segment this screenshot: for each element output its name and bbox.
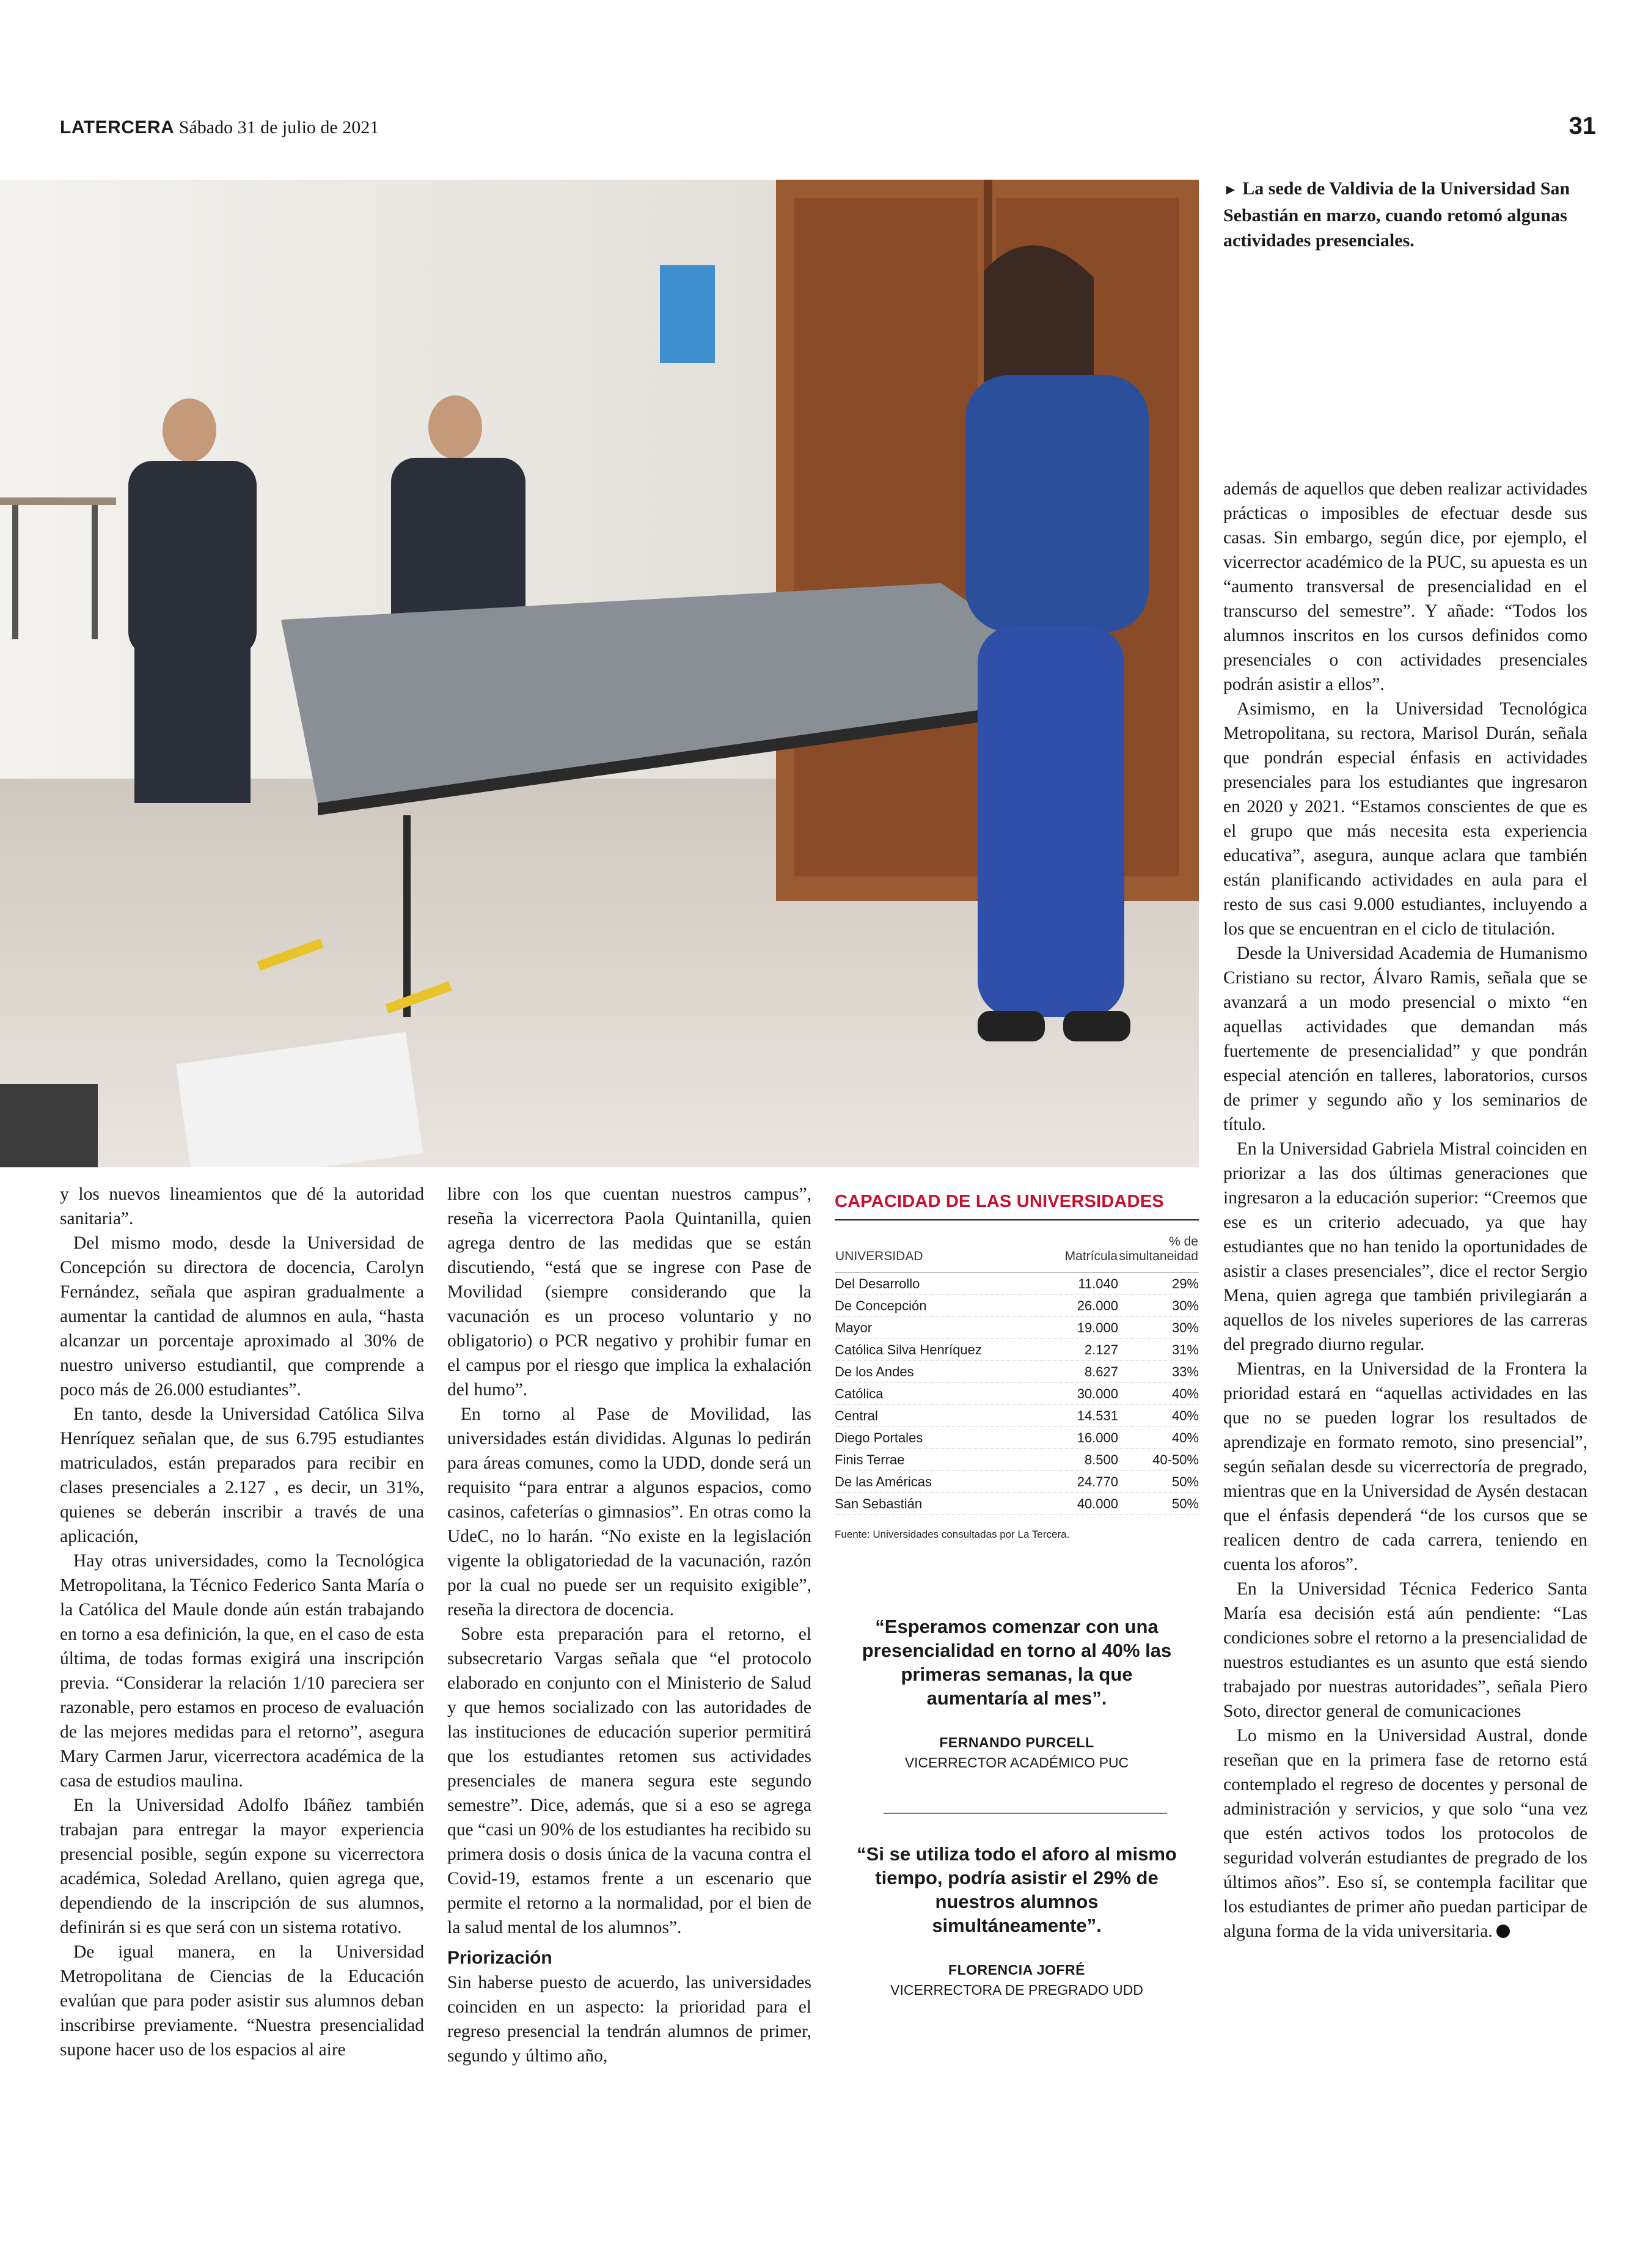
cell-enrollment: 19.000 <box>1042 1317 1118 1339</box>
article-column-4 <box>1223 477 1587 1943</box>
cell-university: De las Américas <box>835 1471 1042 1493</box>
paragraph: Hay otras universidades, como la Tecnológica Metropolitana, la Técnico Federico Santa María o la Católica del Maule donde aún están trabajando en torno a esa definición, la que, en el caso de esta última, de todas formas exigirá una inscripción previa. “Considerar la relación 1/10 pareciera ser razonable, pero estamos en proceso de evaluación de las mejores medidas para el retorno”, asegura Mary Carmen Jarur, vicerrectora académica de la casa de estudios maulina. <box>60 1551 424 1791</box>
pull-quote-1 <box>855 1615 1178 1771</box>
cell-enrollment: 30.000 <box>1042 1383 1118 1405</box>
cell-enrollment: 26.000 <box>1042 1295 1118 1317</box>
quote-author: FLORENCIA JOFRÉ <box>948 1962 1085 1978</box>
cell-university: Mayor <box>835 1317 1042 1339</box>
paragraph: Sin haberse puesto de acuerdo, las universidades coinciden en un aspecto: la prioridad para el regreso presencial la tendrán alumnos de primer, segundo y último año, <box>447 1973 811 2066</box>
cell-enrollment: 14.531 <box>1042 1405 1118 1427</box>
photo-caption <box>1223 176 1602 253</box>
cell-simultaneity: 31% <box>1118 1339 1199 1361</box>
cell-enrollment: 11.040 <box>1042 1273 1118 1295</box>
quote-text: “Si se utiliza todo el aforo al mismo tiempo, podría asistir el 29% de nuestros alumnos simultáneamente”. <box>857 1843 1177 1936</box>
paragraph-last <box>1223 1723 1587 1943</box>
col-header-simultaneity: % de simultaneidad <box>1118 1234 1199 1273</box>
col-header-enrollment: Matrícula <box>1042 1234 1118 1273</box>
table-row <box>835 1383 1199 1405</box>
article-photo <box>0 180 1199 1167</box>
table-row <box>835 1449 1199 1471</box>
table-row <box>835 1317 1199 1339</box>
quote-role: VICERRECTOR ACADÉMICO PUC <box>904 1755 1129 1771</box>
paragraph: En tanto, desde la Universidad Católica Silva Henríquez señalan que, de sus 6.795 estudiantes matriculados, están preparados para recibir en clases presenciales a 2.127 , es decir, un 31%, quienes se deberán inscribir a través de una aplicación, <box>60 1404 424 1546</box>
cell-simultaneity: 33% <box>1118 1361 1199 1383</box>
table-title: CAPACIDAD DE LAS UNIVERSIDADES <box>835 1192 1199 1220</box>
paragraph: y los nuevos lineamientos que dé la autoridad sanitaria”. <box>60 1184 424 1228</box>
cell-university: De Concepción <box>835 1295 1042 1317</box>
table-source: Fuente: Universidades consultadas por La Tercera. <box>835 1529 1070 1540</box>
cell-university: De los Andes <box>835 1361 1042 1383</box>
paragraph: En la Universidad Gabriela Mistral coinciden en priorizar a las dos últimas generaciones que ingresaron a la educación superior: “Creemos que ese es un criterio adecuado, ya que hay estudiantes que no han tenido la oportunidades de asistir a clases presenciales”, dice el rector Sergio Mena, quien agrega que también privilegiarán a aquellos de los niveles superiores de las carreras del pregrado diurno regular. <box>1223 1139 1587 1354</box>
table-row <box>835 1295 1199 1317</box>
cell-enrollment: 40.000 <box>1042 1493 1118 1515</box>
col-header-university: UNIVERSIDAD <box>835 1234 1042 1273</box>
cell-university: Del Desarrollo <box>835 1273 1042 1295</box>
page-header <box>60 117 379 138</box>
cell-simultaneity: 30% <box>1118 1295 1199 1317</box>
cell-enrollment: 8.500 <box>1042 1449 1118 1471</box>
paragraph: En la Universidad Técnica Federico Santa María esa decisión está aún pendiente: “Las condiciones sobre el retorno a la presencialidad de nuestros estudiantes es un asunto que está siendo trabajado por nuestras autoridades”, señala Piero Soto, director general de comunicaciones <box>1223 1579 1587 1721</box>
cell-university: Católica Silva Henríquez <box>835 1339 1042 1361</box>
issue-date: Sábado 31 de julio de 2021 <box>178 117 379 138</box>
table-row <box>835 1339 1199 1361</box>
paragraph-text: Lo mismo en la Universidad Austral, donde reseñan que en la primera fase de retorno está contemplado el regreso de docentes y personal de administración y servicios, y que solo “una vez que estén activos todos los protocolos de seguridad volverán estudiantes de pregrado de los últimos años”. Eso sí, se contempla facilitar que los estudiantes de primer año puedan participar de alguna forma de la vida universitaria. <box>1223 1726 1587 1941</box>
table-header-row <box>835 1234 1199 1273</box>
cell-simultaneity: 40% <box>1118 1427 1199 1449</box>
table-row <box>835 1361 1199 1383</box>
capacity-table <box>835 1234 1199 1515</box>
paragraph: Sobre esta preparación para el retorno, el subsecretario Vargas señala que “el protocolo elaborado en conjunto con el Ministerio de Salud y que hemos socializado con las autoridades de las instituciones de educación superior permitirá que los estudiantes retomen sus actividades presenciales de manera segura este segundo semestre”. Dice, además, que si a eso se agrega que “casi un 90% de los estudiantes ha recibido su primera dosis o dosis única de la vacuna contra el Covid-19, estamos frente a un escenario que permite el retorno a la normalidad, por el bien de la salud mental de los alumnos”. <box>447 1624 811 1937</box>
table-row <box>835 1471 1199 1493</box>
table-row <box>835 1405 1199 1427</box>
cell-simultaneity: 29% <box>1118 1273 1199 1295</box>
newspaper-brand: LATERCERA <box>60 117 175 138</box>
paragraph: Mientras, en la Universidad de la Frontera la prioridad estará en “aquellas actividades en las que no se pueden lograr los resultados de aprendizaje en formato remoto, sino presencial”, según señalan desde su vicerrectoría de pregrado, mientras que en la Universidad de Aysén destacan que el énfasis dependerá “de los cursos que se realicen dentro de cada carrera, teniendo en cuenta los aforos”. <box>1223 1359 1587 1574</box>
paragraph: Del mismo modo, desde la Universidad de Concepción su directora de docencia, Carolyn Fernández, señala que aspiran gradualmente a aumentar la cantidad de alumnos en aula, “hasta alcanzar un porcentaje aproximado al 30% de nuestro universo estudiantil, que comprende a poco más de 26.000 estudiantes”. <box>60 1233 424 1400</box>
quote-role: VICERRECTORA DE PREGRADO UDD <box>890 1982 1143 1998</box>
article-column-1 <box>60 1182 424 2062</box>
cell-simultaneity: 50% <box>1118 1493 1199 1515</box>
paragraph: Desde la Universidad Academia de Humanismo Cristiano su rector, Álvaro Ramis, señala que se avanzará a un modo presencial o mixto “en aquellas actividades que demandan más fuertemente de presencialidad” y que pondrán especial atención en talleres, laboratorios, cursos de primer y segundo año y los seminarios de título. <box>1223 944 1587 1134</box>
paragraph: En la Universidad Adolfo Ibáñez también trabajan para entregar la mayor experiencia presencial posible, según expone su vicerrectora académica, Soledad Arellano, quien agrega que, dependiendo de la inscripción de sus alumnos, definirán si es que será con un sistema rotativo. <box>60 1796 424 1937</box>
classroom-photo-illustration <box>0 180 1199 1167</box>
cell-university: Diego Portales <box>835 1427 1042 1449</box>
capacity-table-box <box>835 1192 1199 1541</box>
quote-divider <box>884 1813 1167 1814</box>
end-of-article-dot-icon <box>1496 1925 1510 1938</box>
table-row <box>835 1273 1199 1295</box>
table-row <box>835 1427 1199 1449</box>
table-row <box>835 1493 1199 1515</box>
paragraph: además de aquellos que deben realizar actividades prácticas o imposibles de efectuar desde sus casas. Sin embargo, según dice, por ejemplo, el vicerrector académico de la PUC, su apuesta es un “aumento transversal de presencialidad en el transcurso del semestre”. Y añade: “Todos los alumnos inscritos en los cursos definidos como presenciales o con actividades presenciales podrán asistir a ellos”. <box>1223 479 1587 694</box>
paragraph: En torno al Pase de Movilidad, las universidades están divididas. Algunas lo pedirán para áreas comunes, como la UDD, donde será un requisito “para entrar a algunos espacios, como casinos, cafeterías o gimnasios”. En otras como la UdeC, no lo harán. “No existe en la legislación vigente la obligatoriedad de la vacunación, razón por la cual no puede ser un requisito exigible”, reseña la directora de docencia. <box>447 1404 811 1620</box>
caption-text: La sede de Valdivia de la Universidad San Sebastián en marzo, cuando retomó algunas actividades presenciales. <box>1223 178 1570 251</box>
cell-enrollment: 16.000 <box>1042 1427 1118 1449</box>
page-number: 31 <box>1569 112 1596 139</box>
cell-simultaneity: 30% <box>1118 1317 1199 1339</box>
cell-university: San Sebastián <box>835 1493 1042 1515</box>
quote-author: FERNANDO PURCELL <box>939 1734 1094 1750</box>
cell-university: Finis Terrae <box>835 1449 1042 1471</box>
paragraph: Asimismo, en la Universidad Tecnológica Metropolitana, su rectora, Marisol Durán, señala que pondrán especial énfasis en actividades presenciales para los estudiantes que ingresaron en 2020 y 2021. “Estamos conscientes de que es el grupo que más necesita esta experiencia educativa”, asegura, aunque aclara que también están planificando actividades en aula para el resto de sus casi 9.000 estudiantes, incluyendo a los que se encuentran en el ciclo de titulación. <box>1223 699 1587 939</box>
caption-arrow-icon: ► <box>1223 182 1238 198</box>
cell-university: Católica <box>835 1383 1042 1405</box>
cell-simultaneity: 40% <box>1118 1405 1199 1427</box>
pull-quote-2 <box>855 1842 1178 1998</box>
article-column-2 <box>447 1182 811 2068</box>
cell-enrollment: 2.127 <box>1042 1339 1118 1361</box>
cell-enrollment: 24.770 <box>1042 1471 1118 1493</box>
paragraph: De igual manera, en la Universidad Metropolitana de Ciencias de la Educación evalúan que para poder asistir sus alumnos deban inscribirse previamente. “Nuestra presencialidad supone hacer uso de los espacios al aire <box>60 1942 424 2060</box>
section-heading: Priorización <box>447 1948 552 1968</box>
cell-enrollment: 8.627 <box>1042 1361 1118 1383</box>
cell-simultaneity: 40-50% <box>1118 1449 1199 1471</box>
cell-university: Central <box>835 1405 1042 1427</box>
paragraph: libre con los que cuentan nuestros campus”, reseña la vicerrectora Paola Quintanilla, quien agrega dentro de las medidas que se están discutiendo, “está que se ingrese con Pase de Movilidad (siempre considerando que la vacunación es un proceso voluntario y no obligatorio) o PCR negativo y prohibir fumar en el campus por el riesgo que implica la exhalación del humo”. <box>447 1184 811 1400</box>
cell-simultaneity: 50% <box>1118 1471 1199 1493</box>
quote-text: “Esperamos comenzar con una presencialidad en torno al 40% las primeras semanas, la que aumentaría al mes”. <box>862 1616 1172 1709</box>
cell-simultaneity: 40% <box>1118 1383 1199 1405</box>
